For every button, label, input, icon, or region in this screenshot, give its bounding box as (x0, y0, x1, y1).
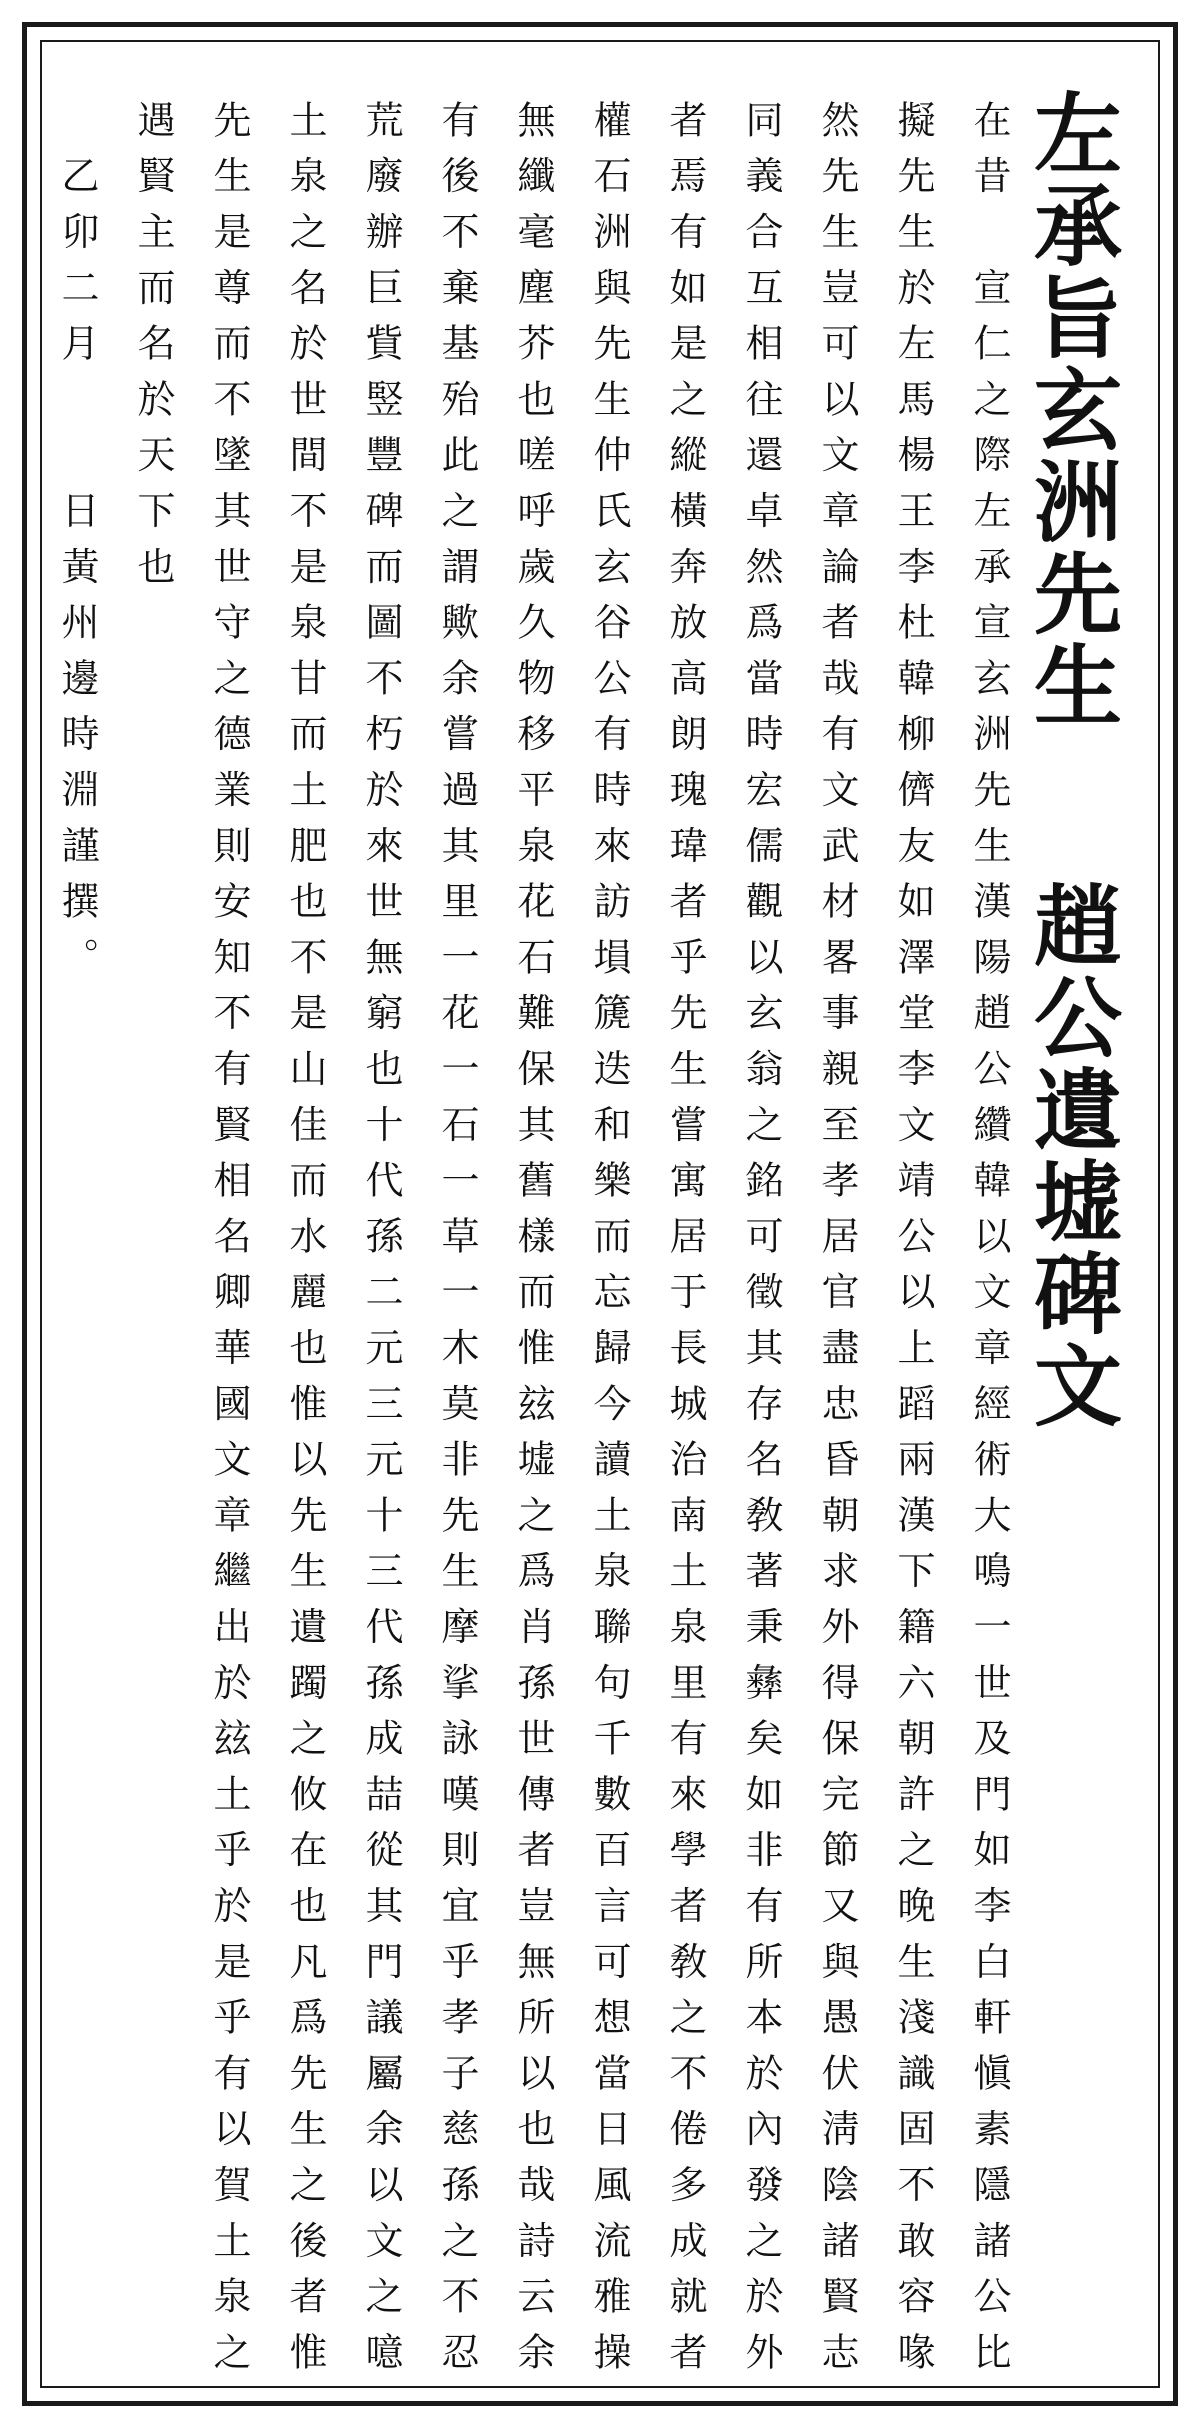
text-column-1: 在昔 宣仁之際左承宣玄洲先生漢陽趙公纘韓以文章經術大鳴一世及門如李白軒愼素隱諸公比 (967, 100, 1011, 2388)
text-column-6: 權石洲與先生仲氏玄谷公有時來訪塤篪迭和樂而忘歸今讀土泉聯句千數百言可想當日風流雅操 (587, 100, 631, 2388)
text-column-10: 土泉之名於世間不是泉甘而土肥也不是山佳而水麗也惟以先生遺躅之攸在也凡爲先生之後者惟 (283, 100, 327, 2388)
text-column-7: 無纖毫塵芥也嗟呼歲久物移平泉花石難保其舊樣而惟玆墟之爲肖孫世傳者豈無所以也哉詩云余 (511, 100, 555, 2388)
title-sub: 趙公遺墟碑文 (1020, 880, 1124, 1432)
text-column-11: 先生是尊而不墜其世守之德業則安知不有賢相名卿華國文章繼出於玆土乎於是乎有以賀土泉之 (207, 100, 251, 2388)
title-main: 左承旨玄洲先生 (1020, 88, 1124, 732)
text-column-4: 同義合互相往還卓然爲當時宏儒觀以玄翁之銘可徵其存名敎著秉彝矣如非有所本於內發之於外 (739, 100, 783, 2388)
text-column-12: 遇賢主而名於天下也 (131, 100, 175, 603)
text-column-3: 然先生豈可以文章論者哉有文武材畧事親至孝居官盡忠昏朝求外得保完節又與愚伏淸陰諸賢志 (815, 100, 859, 2388)
signature-column: 乙卯二月 日黃州邊時淵謹撰。 (55, 100, 99, 993)
text-column-5: 者焉有如是之縱橫奔放高朗瑰瑋者乎先生嘗寓居于長城治南土泉里有來學者敎之不倦多成就者 (663, 100, 707, 2388)
text-column-8: 有後不棄基殆此之謂歟余嘗過其里一花一石一草一木莫非先生摩挲詠嘆則宜乎孝子慈孫之不忍 (435, 100, 479, 2388)
text-column-2: 擬先生於左馬楊王李杜韓柳儕友如澤堂李文靖公以上蹈兩漢下籍六朝許之晚生淺識固不敢容喙 (891, 100, 935, 2388)
text-column-9: 荒廢辦巨貲竪豐碑而圖不朽於來世無窮也十代孫二元三元十三代孫成喆從其門議屬余以文之噫 (359, 100, 403, 2388)
